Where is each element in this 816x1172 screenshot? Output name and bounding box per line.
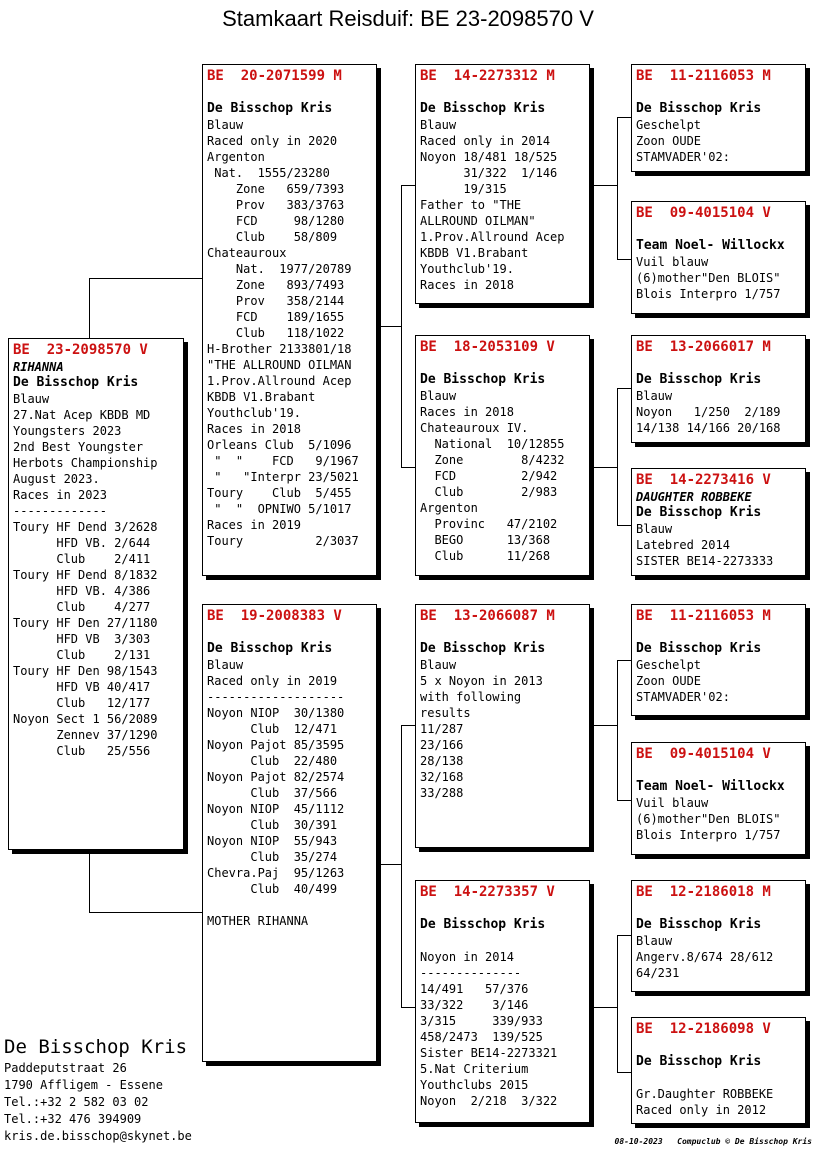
info-line: HFD VB 3/303: [13, 632, 151, 646]
info-line: results: [420, 706, 471, 720]
info-line: Toury HF Den 98/1543: [13, 664, 158, 678]
info-line: HFD VB 40/417: [13, 680, 151, 694]
pigeon-card-fmf: [631, 335, 806, 443]
info-line: FCD 2/942: [420, 469, 558, 483]
breeder-name: Team Noel- Willockx: [636, 238, 785, 253]
info-line: Chevra.Paj 95/1263: [207, 866, 345, 880]
spacer: [636, 763, 801, 779]
pigeon-card-father-father: [415, 64, 590, 304]
pigeon-card-mother: [202, 604, 377, 1062]
info-line: HFD VB. 4/386: [13, 584, 151, 598]
info-line: (6)mother"Den BLOIS": [636, 271, 781, 285]
info-line: 19/315: [420, 182, 507, 196]
info-line: Geschelpt: [636, 118, 702, 132]
pigeon-name: RIHANNA: [13, 360, 64, 374]
info-line: MOTHER RIHANNA: [207, 914, 309, 928]
info-line: " "Interpr 23/5021: [207, 470, 359, 484]
pigeon-card-mmm: [631, 1017, 806, 1124]
pigeon-card-mother-mother: [415, 880, 590, 1123]
info-line: 64/231: [636, 966, 680, 980]
spacer: [207, 625, 372, 641]
info-line: Races in 2018: [420, 278, 514, 292]
ring-number: BE 23-2098570 V: [13, 342, 148, 358]
owner-mobile: Tel.:+32 476 394909: [4, 1112, 142, 1126]
info-line: "THE ALLROUND OILMAN: [207, 358, 352, 372]
info-line: Noyon Pajot 82/2574: [207, 770, 345, 784]
info-line: Noyon NIOP 55/943: [207, 834, 338, 848]
info-line: Blauw: [207, 658, 244, 672]
page-title: Stamkaart Reisduif: BE 23-2098570 V: [222, 6, 594, 31]
info-line: Blauw: [13, 392, 50, 406]
info-line: Zone 659/7393: [207, 182, 345, 196]
info-line: [636, 1070, 801, 1086]
info-line: SISTER BE14-2273333: [636, 554, 774, 568]
info-line: Club 2/983: [420, 485, 558, 499]
ring-number: BE 20-2071599 M: [207, 68, 342, 84]
info-line: Toury HF Den 27/1180: [13, 616, 158, 630]
info-line: Noyon NIOP 45/1112: [207, 802, 345, 816]
connector-line: [89, 912, 204, 913]
info-line: Club 12/177: [13, 696, 151, 710]
spacer: [636, 901, 801, 917]
info-line: KBDB V1.Brabant: [420, 246, 529, 260]
spacer: [420, 625, 585, 641]
info-line: BEGO 13/368: [420, 533, 551, 547]
info-line: Father to "THE: [420, 198, 522, 212]
breeder-name: De Bisschop Kris: [420, 101, 546, 116]
info-line: Races in 2023: [13, 488, 107, 502]
info-line: Prov 383/3763: [207, 198, 345, 212]
info-line: Races in 2019: [207, 518, 301, 532]
connector-line: [590, 1007, 617, 1008]
info-line: Zone 8/4232: [420, 453, 565, 467]
ring-number: BE 11-2116053 M: [636, 68, 771, 84]
pigeon-card-ffm: [631, 201, 806, 314]
info-line: Noyon Sect 1 56/2089: [13, 712, 158, 726]
info-line: Club 118/1022: [207, 326, 345, 340]
info-line: Toury Club 5/455: [207, 486, 352, 500]
info-line: Raced only in 2014: [420, 134, 551, 148]
spacer: [636, 85, 801, 101]
breeder-name: De Bisschop Kris: [636, 372, 762, 387]
info-line: Nat. 1555/23280: [207, 166, 330, 180]
connector-line: [377, 864, 401, 865]
info-line: Latebred 2014: [636, 538, 730, 552]
info-line: HFD VB. 2/644: [13, 536, 151, 550]
info-line: Herbots Championship: [13, 456, 158, 470]
info-line: Argenton: [420, 501, 478, 515]
info-line: Club 30/391: [207, 818, 338, 832]
info-line: KBDB V1.Brabant: [207, 390, 316, 404]
info-line: Youthclub'19.: [207, 406, 301, 420]
owner-email[interactable]: kris.de.bisschop@skynet.be: [4, 1129, 192, 1143]
ring-number: BE 13-2066017 M: [636, 339, 771, 355]
owner-address: Paddeputstraat 26: [4, 1061, 127, 1075]
spacer: [636, 625, 801, 641]
info-line: Zone 893/7493: [207, 278, 345, 292]
pigeon-card-mfm: [631, 742, 806, 855]
info-line: Orleans Club 5/1096: [207, 438, 352, 452]
info-line: Club 37/566: [207, 786, 338, 800]
breeder-name: De Bisschop Kris: [420, 372, 546, 387]
info-line: 28/138: [420, 754, 464, 768]
info-line: 1.Prov.Allround Acep: [420, 230, 565, 244]
breeder-name: De Bisschop Kris: [636, 505, 762, 520]
info-line: Youngsters 2023: [13, 424, 122, 438]
info-line: 33/322 3/146: [420, 998, 529, 1012]
info-line: 5.Nat Criterium: [420, 1062, 529, 1076]
owner-city: 1790 Affligem - Essene: [4, 1078, 163, 1092]
info-line: Club 2/411: [13, 552, 151, 566]
info-line: " " OPNIWO 5/1017: [207, 502, 352, 516]
info-line: Races in 2018: [420, 405, 514, 419]
pigeon-card-mmf: [631, 880, 806, 992]
info-line: Blauw: [420, 658, 457, 672]
ring-number: BE 12-2186098 V: [636, 1021, 771, 1037]
info-line: August 2023.: [13, 472, 100, 486]
ring-number: BE 19-2008383 V: [207, 608, 342, 624]
info-line: STAMVADER'02:: [636, 690, 730, 704]
info-line: 27.Nat Acep KBDB MD: [13, 408, 151, 422]
info-line: Chateauroux: [207, 246, 287, 260]
info-line: Noyon 18/481 18/525: [420, 150, 558, 164]
info-line: Club 58/809: [207, 230, 338, 244]
info-line: 1.Prov.Allround Acep: [207, 374, 352, 388]
info-line: Argenton: [207, 150, 265, 164]
breeder-name: Team Noel- Willockx: [636, 779, 785, 794]
info-line: Raced only in 2020: [207, 134, 338, 148]
info-line: Races in 2018: [207, 422, 301, 436]
footer-credit: 08-10-2023 Compuclub © De Bisschop Kris: [614, 1137, 812, 1146]
connector-line: [617, 660, 618, 800]
info-line: Raced only in 2019: [207, 674, 338, 688]
info-line: Club 11/268: [420, 549, 551, 563]
connector-line: [89, 278, 90, 340]
ring-number: BE 09-4015104 V: [636, 746, 771, 762]
info-line: " " FCD 9/1967: [207, 454, 359, 468]
info-line: STAMVADER'02:: [636, 150, 730, 164]
ring-number: BE 14-2273312 M: [420, 68, 555, 84]
connector-line: [590, 725, 617, 726]
info-line: -------------------: [207, 690, 345, 704]
info-line: Raced only in 2012: [636, 1103, 767, 1117]
info-line: 458/2473 139/525: [420, 1030, 543, 1044]
spacer: [636, 222, 801, 238]
ring-number: BE 13-2066087 M: [420, 608, 555, 624]
breeder-name: De Bisschop Kris: [636, 641, 762, 656]
info-line: Blois Interpro 1/757: [636, 287, 781, 301]
ring-number: BE 11-2116053 M: [636, 608, 771, 624]
spacer: [420, 901, 585, 917]
info-line: Vuil blauw: [636, 255, 709, 269]
breeder-name: De Bisschop Kris: [207, 101, 333, 116]
info-line: FCD 98/1280: [207, 214, 345, 228]
connector-line: [590, 185, 617, 186]
pigeon-card-mother-father: [415, 604, 590, 848]
breeder-name: De Bisschop Kris: [636, 917, 762, 932]
info-line: Toury HF Dend 3/2628: [13, 520, 158, 534]
info-line: Blauw: [636, 934, 673, 948]
info-line: Club 12/471: [207, 722, 338, 736]
info-line: Chateauroux IV.: [420, 421, 529, 435]
info-line: Zoon OUDE: [636, 674, 702, 688]
spacer: [420, 356, 585, 372]
info-line: Toury 2/3037: [207, 534, 359, 548]
connector-line: [617, 935, 618, 1072]
spacer: [420, 85, 585, 101]
owner-name: De Bisschop Kris: [4, 1036, 188, 1058]
owner-block: [4, 1034, 192, 1145]
ring-number: BE 12-2186018 M: [636, 884, 771, 900]
info-line: -------------: [13, 504, 107, 518]
info-line: Club 40/499: [207, 882, 338, 896]
info-line: Provinc 47/2102: [420, 517, 558, 531]
info-line: 31/322 1/146: [420, 166, 558, 180]
info-line: Nat. 1977/20789: [207, 262, 352, 276]
info-line: Blauw: [420, 389, 457, 403]
info-line: --------------: [420, 966, 522, 980]
info-line: Geschelpt: [636, 658, 702, 672]
info-line: 3/315 339/933: [420, 1014, 543, 1028]
info-line: [420, 933, 585, 949]
info-line: Zoon OUDE: [636, 134, 702, 148]
info-line: Noyon 2/218 3/322: [420, 1094, 558, 1108]
info-line: Gr.Daughter ROBBEKE: [636, 1087, 774, 1101]
breeder-name: De Bisschop Kris: [13, 375, 139, 390]
breeder-name: De Bisschop Kris: [636, 101, 762, 116]
info-line: 23/166: [420, 738, 464, 752]
breeder-name: De Bisschop Kris: [636, 1054, 762, 1069]
info-line: Blauw: [636, 522, 673, 536]
info-line: 2nd Best Youngster: [13, 440, 144, 454]
ring-number: BE 14-2273416 V: [636, 472, 771, 488]
info-line: 32/168: [420, 770, 464, 784]
info-line: Club 2/131: [13, 648, 151, 662]
info-line: Blauw: [207, 118, 244, 132]
info-line: Blauw: [420, 118, 457, 132]
info-line: [207, 897, 372, 913]
info-line: Blauw: [636, 389, 673, 403]
ring-number: BE 09-4015104 V: [636, 205, 771, 221]
info-line: National 10/12855: [420, 437, 565, 451]
info-line: Sister BE14-2273321: [420, 1046, 558, 1060]
connector-line: [89, 278, 204, 279]
info-line: Club 4/277: [13, 600, 151, 614]
info-line: (6)mother"Den BLOIS": [636, 812, 781, 826]
info-line: with following: [420, 690, 522, 704]
info-line: 11/287: [420, 722, 464, 736]
info-line: Vuil blauw: [636, 796, 709, 810]
owner-phone: Tel.:+32 2 582 03 02: [4, 1095, 149, 1109]
info-line: 33/288: [420, 786, 464, 800]
pigeon-card-subject: [8, 338, 184, 850]
info-line: Noyon NIOP 30/1380: [207, 706, 345, 720]
breeder-name: De Bisschop Kris: [420, 917, 546, 932]
connector-line: [617, 117, 618, 259]
info-line: Youthclubs 2015: [420, 1078, 529, 1092]
pigeon-card-father-mother: [415, 335, 590, 576]
connector-line: [617, 388, 618, 525]
info-line: Youthclub'19.: [420, 262, 514, 276]
spacer: [207, 85, 372, 101]
info-line: Toury HF Dend 8/1832: [13, 568, 158, 582]
info-line: 14/138 14/166 20/168: [636, 421, 781, 435]
pigeon-card-fff: [631, 64, 806, 172]
info-line: Noyon in 2014: [420, 950, 514, 964]
info-line: FCD 189/1655: [207, 310, 345, 324]
spacer: [636, 1038, 801, 1054]
info-line: H-Brother 2133801/18: [207, 342, 352, 356]
connector-line: [377, 326, 401, 327]
pigeon-card-mff: [631, 604, 806, 716]
breeder-name: De Bisschop Kris: [207, 641, 333, 656]
info-line: Noyon Pajot 85/3595: [207, 738, 345, 752]
info-line: Club 22/480: [207, 754, 338, 768]
ring-number: BE 14-2273357 V: [420, 884, 555, 900]
info-line: Noyon 1/250 2/189: [636, 405, 781, 419]
connector-line: [89, 850, 90, 912]
pigeon-card-father: [202, 64, 377, 576]
info-line: Zennev 37/1290: [13, 728, 158, 742]
info-line: Prov 358/2144: [207, 294, 345, 308]
info-line: Angerv.8/674 28/612: [636, 950, 774, 964]
connector-line: [401, 725, 402, 1007]
pigeon-name: DAUGHTER ROBBEKE: [636, 490, 752, 504]
pigeon-card-fmm: [631, 468, 806, 576]
info-line: 14/491 57/376: [420, 982, 529, 996]
spacer: [636, 356, 801, 372]
info-line: 5 x Noyon in 2013: [420, 674, 543, 688]
info-line: ALLROUND OILMAN": [420, 214, 536, 228]
info-line: Club 25/556: [13, 744, 151, 758]
connector-line: [401, 185, 402, 467]
connector-line: [590, 467, 617, 468]
info-line: Club 35/274: [207, 850, 338, 864]
info-line: Blois Interpro 1/757: [636, 828, 781, 842]
breeder-name: De Bisschop Kris: [420, 641, 546, 656]
ring-number: BE 18-2053109 V: [420, 339, 555, 355]
